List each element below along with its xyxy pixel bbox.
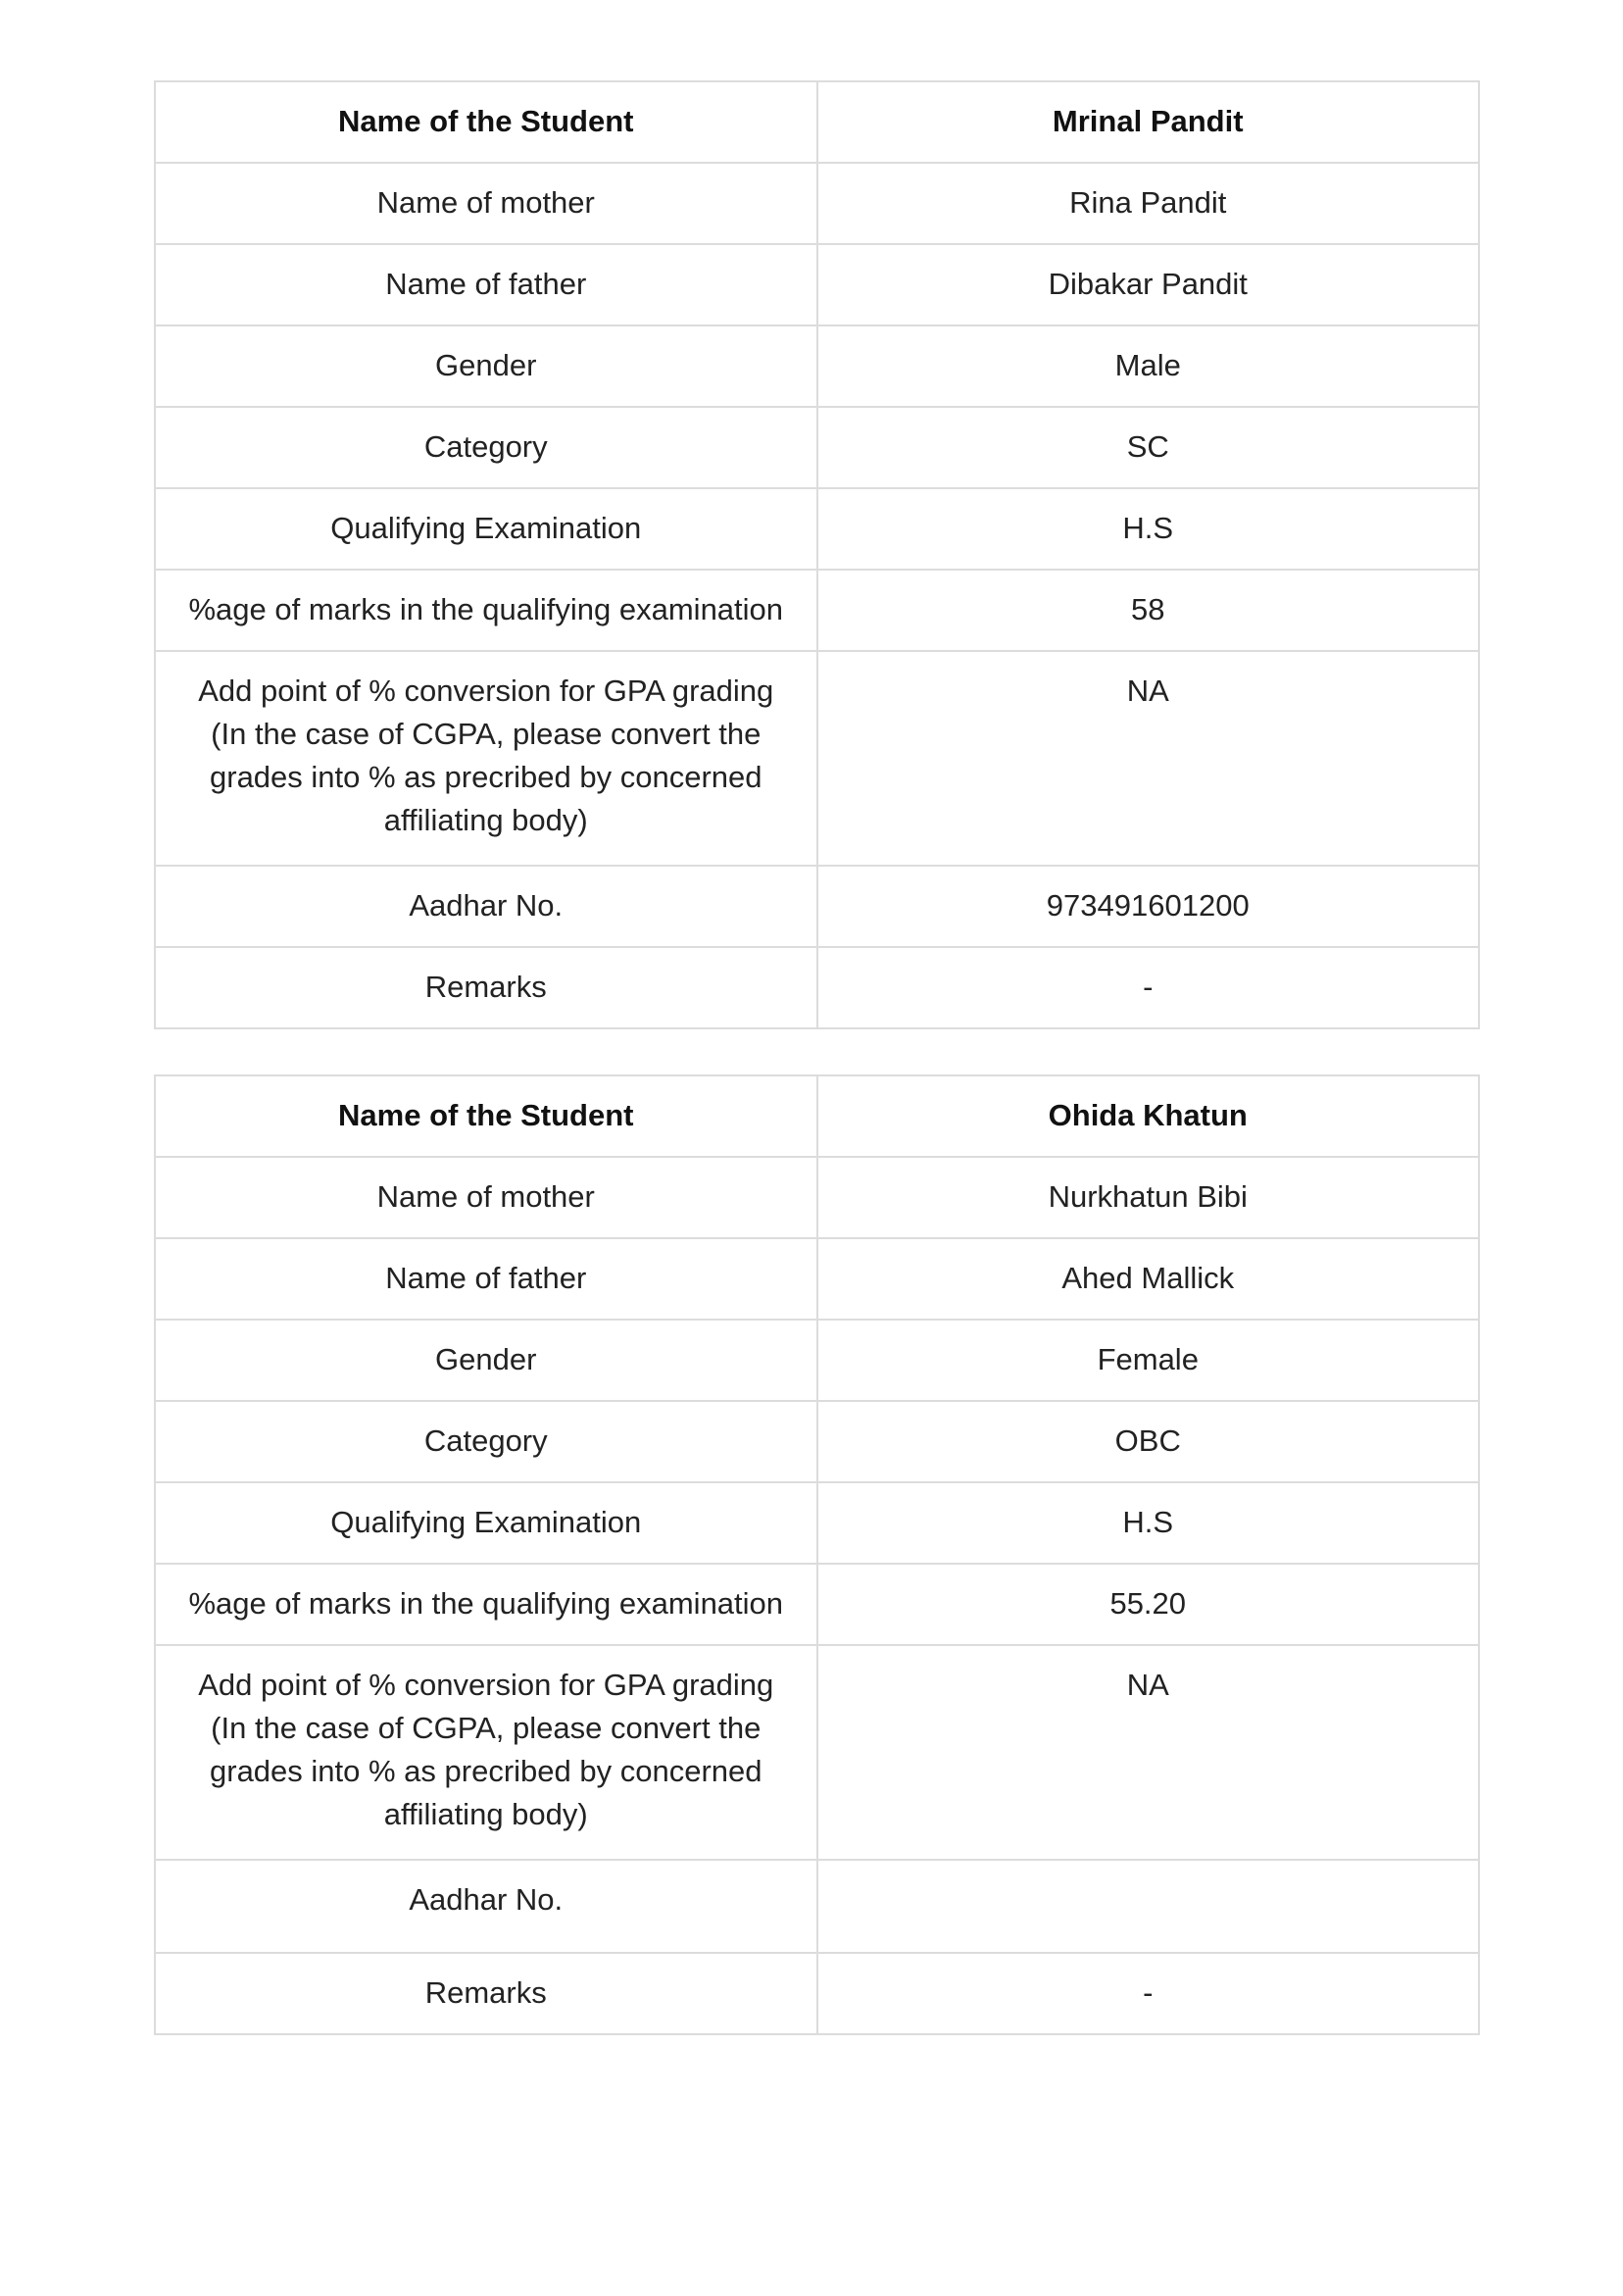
father-name-label: Name of father (155, 244, 817, 325)
father-name-value: Dibakar Pandit (817, 244, 1480, 325)
gpa-conversion-value: NA (817, 1645, 1480, 1860)
student-name-row (155, 81, 1479, 163)
father-name-row (155, 1238, 1479, 1320)
mother-name-value: Nurkhatun Bibi (817, 1157, 1480, 1238)
mother-name-value: Rina Pandit (817, 163, 1480, 244)
student-table (154, 1074, 1480, 2035)
student-table (154, 80, 1480, 1029)
aadhar-row (155, 1860, 1479, 1953)
marks-percentage-row (155, 1564, 1479, 1645)
aadhar-row (155, 866, 1479, 947)
student-name-label: Name of the Student (155, 1075, 817, 1157)
gender-label: Gender (155, 1320, 817, 1401)
gender-value: Female (817, 1320, 1480, 1401)
remarks-label: Remarks (155, 947, 817, 1028)
category-row (155, 1401, 1479, 1482)
aadhar-label: Aadhar No. (155, 1860, 817, 1953)
gpa-conversion-value: NA (817, 651, 1480, 866)
father-name-label: Name of father (155, 1238, 817, 1320)
marks-percentage-row (155, 570, 1479, 651)
category-value: OBC (817, 1401, 1480, 1482)
remarks-row (155, 1953, 1479, 2034)
marks-percentage-label: %age of marks in the qualifying examination (155, 1564, 817, 1645)
student-name-row (155, 1075, 1479, 1157)
father-name-value: Ahed Mallick (817, 1238, 1480, 1320)
category-label: Category (155, 1401, 817, 1482)
mother-name-label: Name of mother (155, 1157, 817, 1238)
mother-name-row (155, 163, 1479, 244)
qualifying-exam-row (155, 1482, 1479, 1564)
gpa-conversion-label: Add point of % conversion for GPA grading (In the case of CGPA, please convert the grades into % as precribed by concerned affiliating body) (155, 1645, 817, 1860)
qualifying-exam-value: H.S (817, 1482, 1480, 1564)
mother-name-label: Name of mother (155, 163, 817, 244)
gpa-conversion-row (155, 1645, 1479, 1860)
student-name-label: Name of the Student (155, 81, 817, 163)
aadhar-value: 973491601200 (817, 866, 1480, 947)
father-name-row (155, 244, 1479, 325)
student-name-value: Ohida Khatun (817, 1075, 1480, 1157)
remarks-label: Remarks (155, 1953, 817, 2034)
gpa-conversion-row (155, 651, 1479, 866)
gender-row (155, 325, 1479, 407)
category-value: SC (817, 407, 1480, 488)
category-label: Category (155, 407, 817, 488)
remarks-value: - (817, 947, 1480, 1028)
gpa-conversion-label: Add point of % conversion for GPA grading (In the case of CGPA, please convert the grades into % as precribed by concerned affiliating body) (155, 651, 817, 866)
gender-value: Male (817, 325, 1480, 407)
qualifying-exam-label: Qualifying Examination (155, 1482, 817, 1564)
document-page (154, 80, 1480, 2080)
gender-label: Gender (155, 325, 817, 407)
category-row (155, 407, 1479, 488)
qualifying-exam-value: H.S (817, 488, 1480, 570)
remarks-row (155, 947, 1479, 1028)
student-name-value: Mrinal Pandit (817, 81, 1480, 163)
aadhar-label: Aadhar No. (155, 866, 817, 947)
mother-name-row (155, 1157, 1479, 1238)
remarks-value: - (817, 1953, 1480, 2034)
qualifying-exam-row (155, 488, 1479, 570)
marks-percentage-value: 55.20 (817, 1564, 1480, 1645)
gender-row (155, 1320, 1479, 1401)
qualifying-exam-label: Qualifying Examination (155, 488, 817, 570)
aadhar-value (817, 1860, 1480, 1953)
marks-percentage-label: %age of marks in the qualifying examination (155, 570, 817, 651)
marks-percentage-value: 58 (817, 570, 1480, 651)
